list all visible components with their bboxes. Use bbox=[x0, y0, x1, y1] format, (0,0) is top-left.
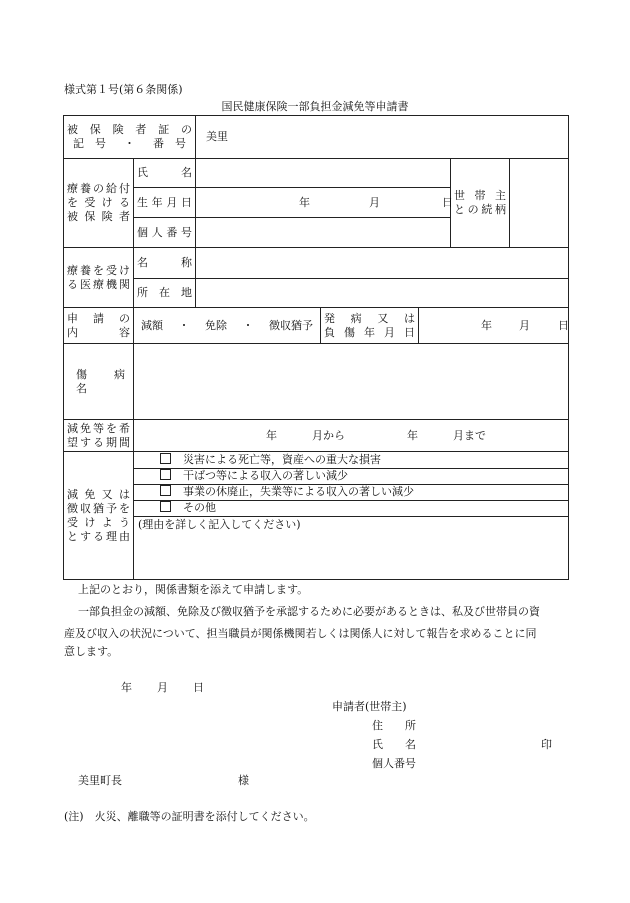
insured-card-value[interactable]: 美里 bbox=[196, 116, 569, 159]
facility-label-line1: 療養を受け bbox=[67, 263, 130, 277]
request-type-row bbox=[137, 319, 317, 333]
birth-date-label-text: 生年月日 bbox=[137, 195, 192, 209]
reason-label-cell bbox=[64, 452, 134, 580]
reason-checkbox[interactable] bbox=[160, 469, 171, 480]
facility-address-label-text: 所 在 地 bbox=[137, 286, 192, 299]
honorific: 様 bbox=[238, 774, 249, 787]
insured-card-label-line2 bbox=[67, 137, 192, 151]
reason-detail-field[interactable] bbox=[134, 516, 568, 578]
householder-relation-label bbox=[451, 159, 510, 248]
householder-label-line1: 世 帯 主 bbox=[454, 189, 506, 202]
householder-label-line2: との続柄 bbox=[454, 203, 506, 216]
reason-options-list bbox=[134, 452, 568, 578]
request-option-reduction[interactable]: 減額 bbox=[141, 318, 163, 332]
statement: 上記のとおり，関係書類を添えて申請します。 bbox=[78, 583, 309, 596]
reason-option-text: その他 bbox=[183, 501, 216, 514]
reason-label-line4: とする理由 bbox=[67, 529, 130, 543]
facility-name-label bbox=[134, 248, 196, 279]
insured-card-label-line1: 被 保 険 者 証 の bbox=[67, 123, 192, 136]
birth-day-unit: 日 bbox=[442, 195, 453, 209]
consent-line-2: 産及び収入の状況について、担当職員が関係機関若しくは関係人に対して報告を求めることに同 bbox=[64, 627, 537, 640]
onset-month-unit: 月 bbox=[519, 318, 530, 332]
reason-option-drought[interactable] bbox=[134, 468, 568, 484]
date-year-unit: 年 bbox=[121, 681, 132, 694]
onset-date-label bbox=[321, 308, 419, 344]
reason-option-business-closure[interactable] bbox=[134, 484, 568, 500]
insured-card-label-symbol: 記 号 bbox=[73, 137, 106, 150]
applicant-label: 申請者(世帯主) bbox=[332, 700, 407, 713]
birth-date-field[interactable] bbox=[196, 188, 451, 218]
note: (注) 火災、離職等の証明書を添付してください。 bbox=[64, 810, 315, 823]
disease-label-text: 傷 病 名 bbox=[76, 367, 136, 395]
consent-line-3: 意します。 bbox=[64, 645, 119, 658]
onset-date-field[interactable] bbox=[419, 308, 569, 344]
request-label-cell bbox=[64, 308, 134, 344]
individual-number-field[interactable] bbox=[196, 218, 451, 248]
insured-card-label-number: 番 号 bbox=[153, 137, 186, 150]
period-label-cell bbox=[64, 420, 134, 452]
facility-address-field[interactable] bbox=[196, 279, 569, 308]
applicant-address-label: 住 所 bbox=[372, 719, 416, 732]
reason-checkbox[interactable] bbox=[160, 501, 171, 512]
period-from-unit: 月から bbox=[312, 428, 345, 442]
onset-year-unit: 年 bbox=[481, 318, 492, 332]
birth-month-unit: 月 bbox=[369, 195, 380, 209]
reason-option-text: 干ばつ等による収入の著しい減少 bbox=[183, 469, 348, 482]
reason-label-line1: 減 免 又 は bbox=[67, 487, 130, 501]
request-option-dot-2: ・ bbox=[242, 318, 254, 332]
reason-option-disaster[interactable] bbox=[134, 452, 568, 468]
onset-label-line2: 負 傷 年 月 日 bbox=[324, 325, 415, 339]
individual-number-label bbox=[134, 218, 196, 248]
recipient-label-line1: 療養の給付 bbox=[67, 182, 130, 195]
request-label-line1: 申 請 の bbox=[67, 311, 130, 325]
applicant-name-label: 氏 名 bbox=[372, 738, 416, 751]
facility-name-field[interactable] bbox=[196, 248, 569, 279]
period-label-line1: 減免等を希 bbox=[67, 421, 130, 435]
recipient-label-cell bbox=[64, 159, 134, 248]
name-label-text: 氏 名 bbox=[137, 166, 192, 179]
facility-label-cell bbox=[64, 248, 134, 308]
name-label bbox=[134, 159, 196, 188]
reason-options-cell bbox=[134, 452, 569, 580]
reason-option-other[interactable] bbox=[134, 500, 568, 516]
reason-checkbox[interactable] bbox=[160, 453, 171, 464]
onset-label-line1: 発 病 又 は bbox=[324, 311, 415, 325]
request-label-line2: 内 容 bbox=[67, 325, 130, 339]
facility-label-line2: る医療機関 bbox=[67, 277, 130, 291]
recipient-label-line2: を 受 け る bbox=[67, 196, 130, 209]
insured-card-label-cell bbox=[64, 116, 196, 159]
reason-label-line3: 受 け よ う bbox=[67, 515, 130, 529]
disease-name-field[interactable] bbox=[134, 344, 569, 420]
reason-checkbox[interactable] bbox=[160, 485, 171, 496]
period-year-from-unit: 年 bbox=[266, 428, 277, 442]
facility-name-label-text: 名 称 bbox=[137, 256, 192, 269]
birth-year-unit: 年 bbox=[299, 195, 310, 209]
reason-label-line2: 徴収猶予を bbox=[67, 501, 130, 515]
applicant-individual-number-label: 個人番号 bbox=[372, 757, 416, 770]
seal-mark: 印 bbox=[541, 738, 552, 751]
form-label: 様式第１号(第６条関係) bbox=[64, 83, 183, 96]
insured-card-label-dot: ・ bbox=[124, 137, 135, 150]
date-day-unit: 日 bbox=[193, 681, 204, 694]
request-option-exemption[interactable]: 免除 bbox=[205, 318, 227, 332]
reason-option-text: 災害による死亡等，資産への重大な損害 bbox=[183, 452, 381, 466]
disease-label-cell bbox=[64, 344, 134, 420]
recipient-label-line3: 被 保 険 者 bbox=[67, 210, 130, 223]
period-to-unit: 月まで bbox=[453, 428, 486, 442]
period-field[interactable] bbox=[134, 420, 569, 452]
document-title: 国民健康保険一部負担金減免等申請書 bbox=[221, 100, 409, 113]
individual-number-label-text: 個人番号 bbox=[137, 225, 192, 239]
request-option-dot-1: ・ bbox=[178, 318, 190, 332]
reason-option-text: 事業の休廃止，失業等による収入の著しい減少 bbox=[183, 485, 414, 498]
date-month-unit: 月 bbox=[157, 681, 168, 694]
period-year-to-unit: 年 bbox=[407, 428, 418, 442]
onset-day-unit: 日 bbox=[558, 318, 569, 332]
name-field[interactable] bbox=[196, 159, 451, 188]
period-label-line2: 望する期間 bbox=[67, 435, 130, 449]
request-type-options[interactable] bbox=[134, 308, 321, 344]
request-option-deferral[interactable]: 徴収猶予 bbox=[269, 318, 313, 332]
reason-detail-hint: (理由を詳しく記入してください) bbox=[138, 517, 301, 531]
application-form-table bbox=[63, 115, 569, 580]
householder-relation-field[interactable] bbox=[510, 159, 569, 248]
birth-date-label bbox=[134, 188, 196, 218]
consent-line-1: 一部負担金の減額、免除及び徴収猶予を承認するために必要があるときは、私及び世帯員の資 bbox=[78, 605, 540, 618]
facility-address-label bbox=[134, 279, 196, 308]
addressee: 美里町長 bbox=[78, 774, 122, 787]
